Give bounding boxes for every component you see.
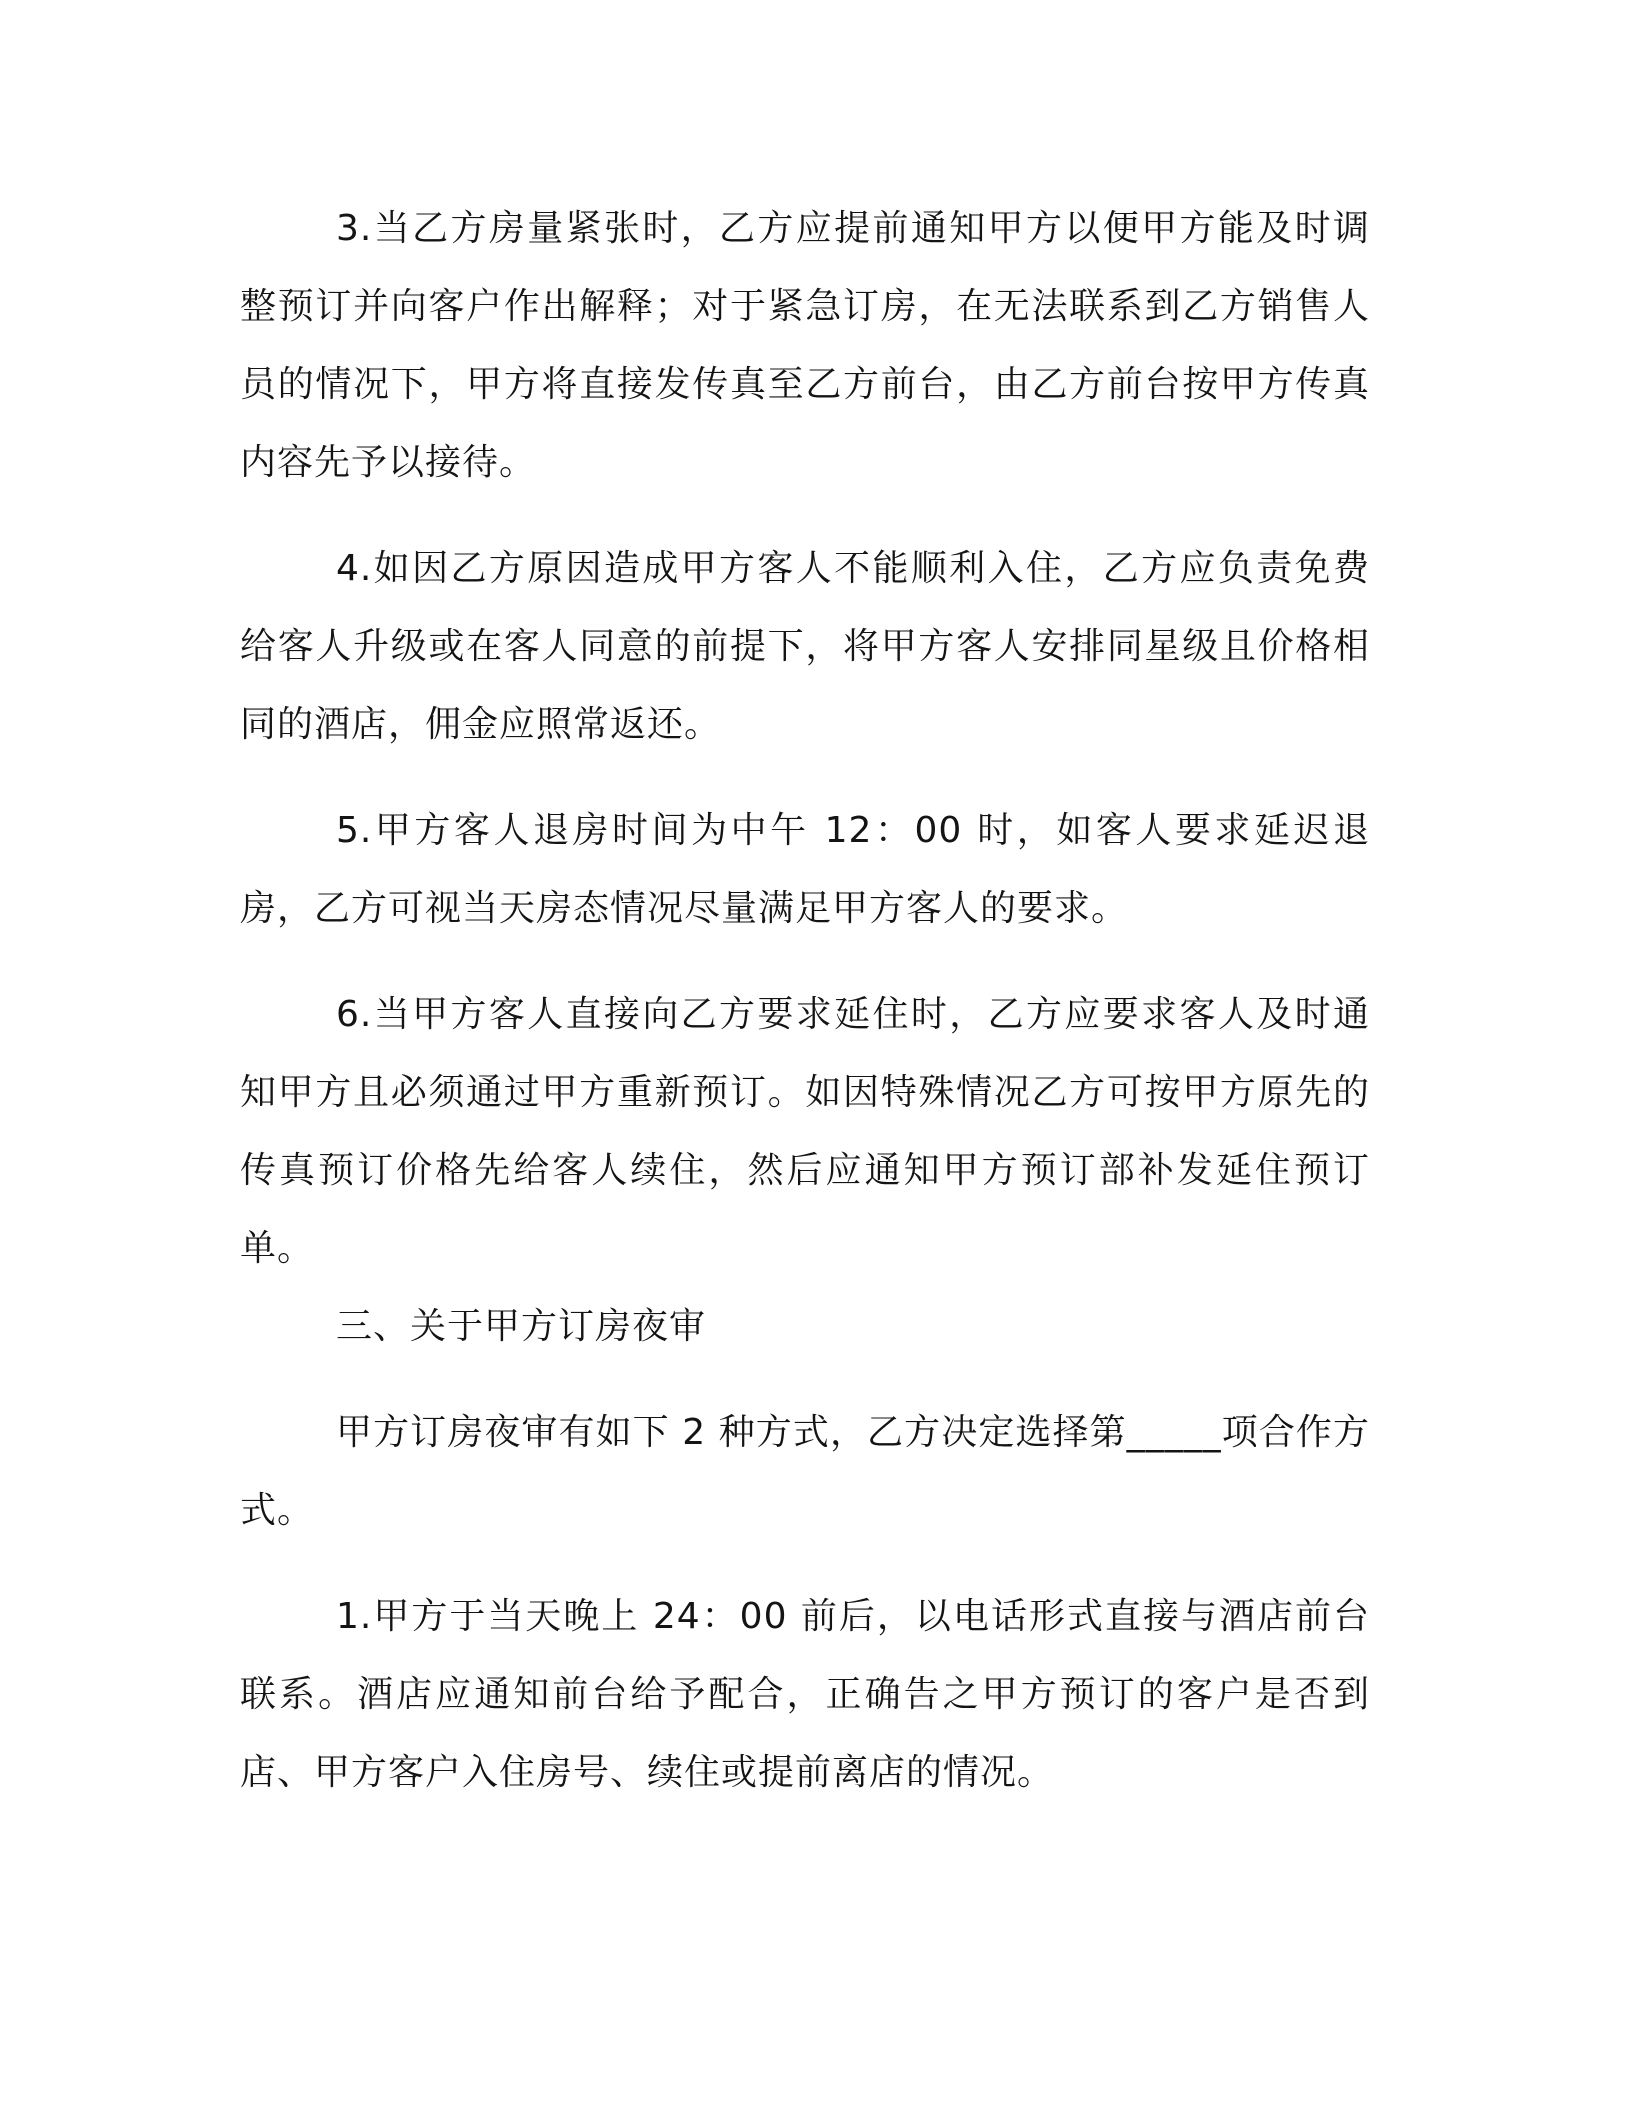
clause-6-paragraph: 6.当甲方客人直接向乙方要求延住时，乙方应要求客人及时通知甲方且必须通过甲方重新预订。如因特殊情况乙方可按甲方原先的传真预订价格先给客人续住，然后应通知甲方预订部补发延住预订单。 bbox=[240, 994, 1370, 1269]
section-intro-paragraph: 甲方订房夜审有如下 2 种方式，乙方决定选择第_____项合作方式。 bbox=[240, 1412, 1370, 1531]
clause-4-paragraph: 4.如因乙方原因造成甲方客人不能顺利入住，乙方应负责免费给客人升级或在客人同意的前提下，将甲方客人安排同星级且价格相同的酒店，佣金应照常返还。 bbox=[240, 548, 1370, 745]
clause-3-paragraph: 3.当乙方房量紧张时，乙方应提前通知甲方以便甲方能及时调整预订并向客户作出解释；对于紧急订房，在无法联系到乙方销售人员的情况下，甲方将直接发传真至乙方前台，由乙方前台按甲方传真内容先予以接待。 bbox=[240, 208, 1370, 483]
night-audit-method-1-paragraph: 1.甲方于当天晚上 24：00 前后，以电话形式直接与酒店前台联系。酒店应通知前台给予配合，正确告之甲方预订的客户是否到店、甲方客户入住房号、续住或提前离店的情况。 bbox=[240, 1596, 1370, 1793]
section-heading: 三、关于甲方订房夜审 bbox=[336, 1306, 707, 1347]
clause-5-paragraph: 5.甲方客人退房时间为中午 12：00 时，如客人要求延迟退房，乙方可视当天房态情况尽量满足甲方客人的要求。 bbox=[240, 810, 1370, 929]
document-body bbox=[240, 190, 1370, 1812]
